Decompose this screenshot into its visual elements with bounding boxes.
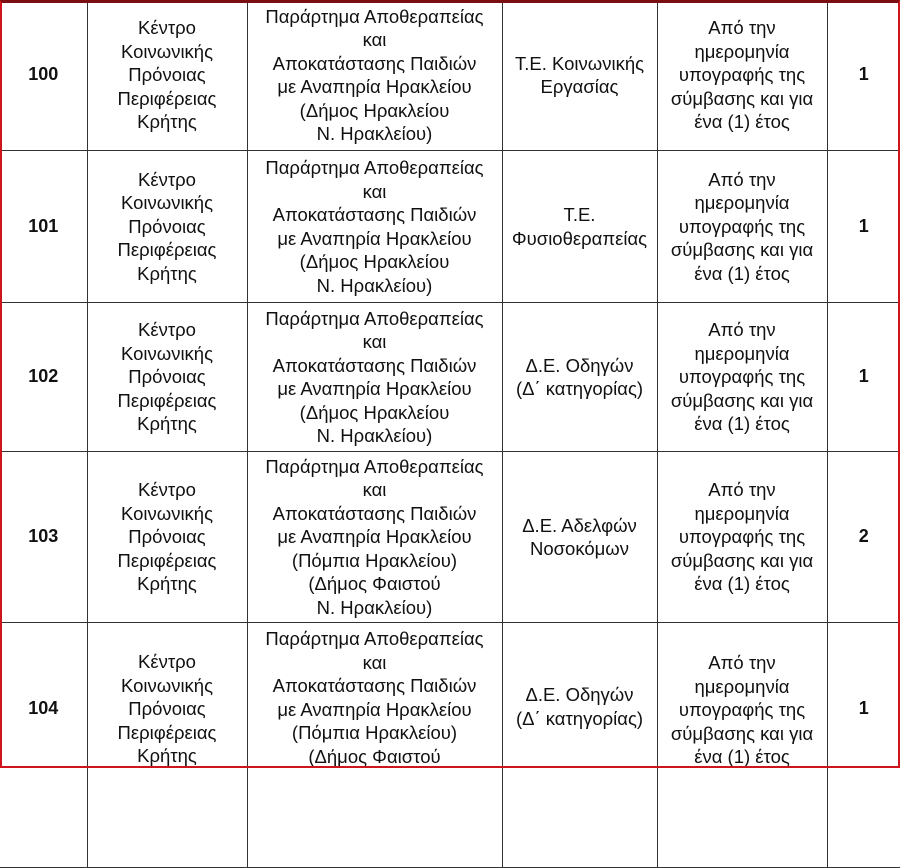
service-cell: Κέντρο Κοινωνικής Πρόνοιας Περιφέρειας Κρήτης bbox=[87, 303, 247, 452]
unit-cell: Παράρτημα Αποθεραπείας και Αποκατάστασης Παιδιών με Αναπηρία Ηρακλείου (Δήμος Ηρακλείου Ν. Ηρακλείου) bbox=[247, 303, 502, 452]
table-row bbox=[0, 623, 900, 868]
specialty-cell: Δ.Ε. Οδηγών (Δ΄ κατηγορίας) bbox=[502, 303, 657, 452]
unit-cell: Παράρτημα Αποθεραπείας και Αποκατάστασης Παιδιών με Αναπηρία Ηρακλείου (Πόμπια Ηρακλείου) (Δήμος Φαιστού Ν. Ηρακλείου) bbox=[247, 452, 502, 623]
unit-cell: Παράρτημα Αποθεραπείας και Αποκατάστασης Παιδιών με Αναπηρία Ηρακλείου (Δήμος Ηρακλείου Ν. Ηρακλείου) bbox=[247, 0, 502, 151]
duration-cell: Από την ημερομηνία υπογραφής της σύμβασης και για ένα (1) έτος bbox=[657, 623, 827, 868]
duration-cell: Από την ημερομηνία υπογραφής της σύμβασης και για ένα (1) έτος bbox=[657, 452, 827, 623]
row-number: 102 bbox=[0, 303, 87, 452]
service-cell: Κέντρο Κοινωνικής Πρόνοιας Περιφέρειας Κρήτης bbox=[87, 623, 247, 868]
duration-cell: Από την ημερομηνία υπογραφής της σύμβασης και για ένα (1) έτος bbox=[657, 151, 827, 303]
table-row bbox=[0, 0, 900, 151]
duration-cell: Από την ημερομηνία υπογραφής της σύμβασης και για ένα (1) έτος bbox=[657, 303, 827, 452]
specialty-cell: Τ.Ε. Κοινωνικής Εργασίας bbox=[502, 0, 657, 151]
row-number: 104 bbox=[0, 623, 87, 868]
specialty-cell: Δ.Ε. Οδηγών (Δ΄ κατηγορίας) bbox=[502, 623, 657, 868]
count-cell: 1 bbox=[827, 0, 900, 151]
count-cell: 1 bbox=[827, 623, 900, 868]
service-cell: Κέντρο Κοινωνικής Πρόνοιας Περιφέρειας Κρήτης bbox=[87, 151, 247, 303]
count-cell: 1 bbox=[827, 151, 900, 303]
specialty-cell: Τ.Ε. Φυσιοθεραπείας bbox=[502, 151, 657, 303]
table-row bbox=[0, 303, 900, 452]
specialty-cell: Δ.Ε. Αδελφών Νοσοκόμων bbox=[502, 452, 657, 623]
row-number: 103 bbox=[0, 452, 87, 623]
table-row bbox=[0, 151, 900, 303]
duration-cell: Από την ημερομηνία υπογραφής της σύμβασης και για ένα (1) έτος bbox=[657, 0, 827, 151]
count-cell: 1 bbox=[827, 303, 900, 452]
row-number: 100 bbox=[0, 0, 87, 151]
table-row bbox=[0, 452, 900, 623]
unit-cell: Παράρτημα Αποθεραπείας και Αποκατάστασης Παιδιών με Αναπηρία Ηρακλείου (Πόμπια Ηρακλείου) (Δήμος Φαιστού bbox=[247, 623, 502, 868]
count-cell: 2 bbox=[827, 452, 900, 623]
service-cell: Κέντρο Κοινωνικής Πρόνοιας Περιφέρειας Κρήτης bbox=[87, 0, 247, 151]
unit-cell: Παράρτημα Αποθεραπείας και Αποκατάστασης Παιδιών με Αναπηρία Ηρακλείου (Δήμος Ηρακλείου Ν. Ηρακλείου) bbox=[247, 151, 502, 303]
service-cell: Κέντρο Κοινωνικής Πρόνοιας Περιφέρειας Κρήτης bbox=[87, 452, 247, 623]
row-number: 101 bbox=[0, 151, 87, 303]
